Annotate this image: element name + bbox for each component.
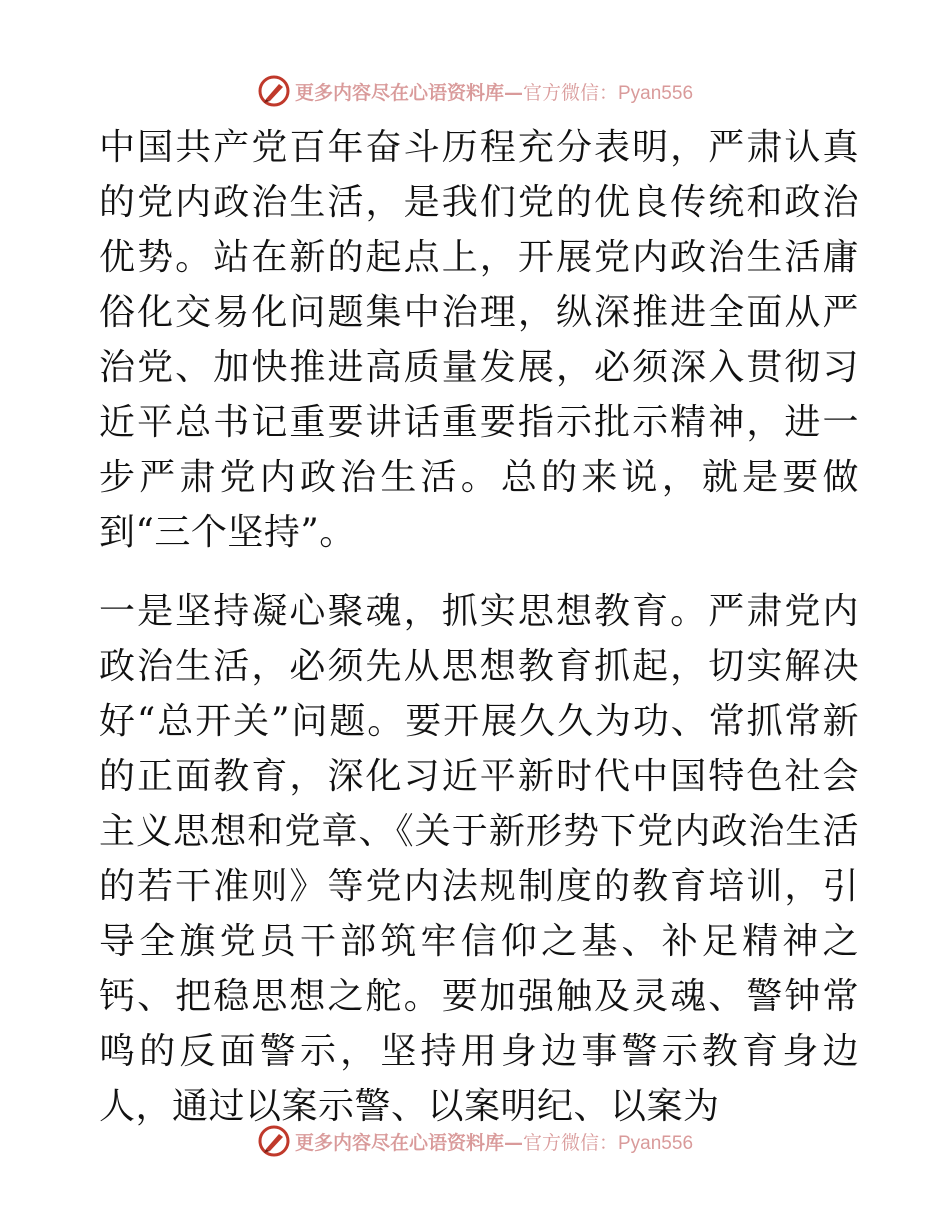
footer-banner-text bbox=[295, 1128, 693, 1155]
footer-banner-dash: — bbox=[504, 1131, 523, 1154]
header-banner-wechat: 官方微信：Pyan556 bbox=[523, 82, 694, 104]
pen-logo-icon bbox=[257, 1124, 291, 1158]
body-paragraph-1: 中国共产党百年奋斗历程充分表明，严肃认真的党内政治生活，是我们党的优良传统和政治优势。站在新的起点上，开展党内政治生活庸俗化交易化问题集中治理，纵深推进全面从严治党、加快推进高质量发展，必须深入贯彻习近平总书记重要讲话重要指示批示精神，进一步严肃党内政治生活。总的来说，就是要做到“三个坚持”。 bbox=[99, 127, 859, 553]
footer-banner bbox=[0, 1121, 950, 1161]
header-banner-dash: — bbox=[504, 81, 523, 104]
body-paragraph-2: 一是坚持凝心聚魂，抓实思想教育。严肃党内政治生活，必须先从思想教育抓起，切实解决好“总开关”问题。要开展久久为功、常抓常新的正面教育，深化习近平新时代中国特色社会主义思想和党章、《关于新形势下党内政治生活的若干准则》等党内法规制度的教育培训，引导全旗党员干部筑牢信仰之基、补足精神之钙、把稳思想之舵。要加强触及灵魂、警钟常鸣的反面警示，坚持用身边事警示教育身边人，通过以案示警、以案明纪、以案为 bbox=[99, 591, 859, 1127]
header-banner bbox=[0, 71, 950, 111]
footer-banner-wechat: 官方微信：Pyan556 bbox=[523, 1132, 694, 1154]
footer-banner-main: 更多内容尽在心语资料库 bbox=[294, 1131, 504, 1154]
header-banner-text bbox=[295, 78, 693, 105]
document-body bbox=[99, 120, 859, 1134]
header-banner-main: 更多内容尽在心语资料库 bbox=[294, 81, 504, 104]
pen-logo-icon bbox=[257, 74, 291, 108]
